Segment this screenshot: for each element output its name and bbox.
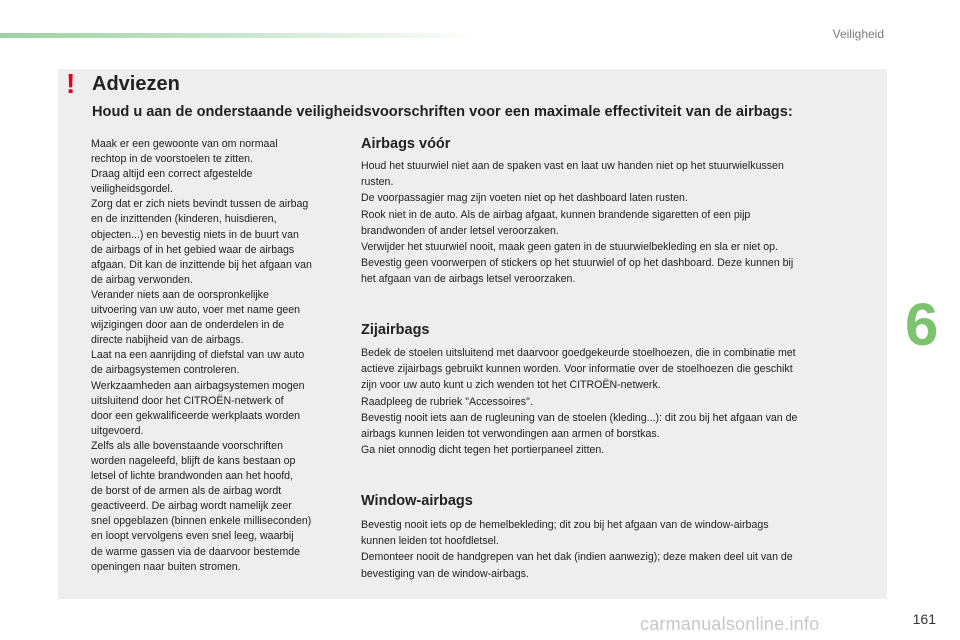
text-line: letsel of lichte brandwonden aan het hoofd, — [91, 470, 294, 483]
text-line: door een gekwalificeerde werkplaats worden — [91, 409, 301, 422]
section-heading: Airbags vóór — [361, 136, 451, 152]
text-line: Bedek de stoelen uitsluitend met daarvoor goedgekeurde stoelhoezen, die in combinatie met — [361, 347, 796, 359]
text-line: wijzigingen door aan de onderdelen in de — [91, 319, 285, 332]
warning-exclamation-icon: ! — [66, 68, 76, 99]
text-line: Houd het stuurwiel niet aan de spaken vast en laat uw handen niet op het stuurwielkussen — [361, 160, 784, 172]
text-line: het afgaan van de airbags letsel veroorzaken. — [361, 273, 576, 286]
text-line: Laat na een aanrijding of diefstal van uw auto — [91, 349, 305, 362]
text-line: Bevestig nooit iets aan de rugleuning van de stoelen (kleding...): dit zou bij het afgaan van de — [361, 411, 798, 424]
top-accent-bar — [0, 33, 480, 38]
text-line: rechtop in de voorstoelen te zitten. — [91, 153, 253, 166]
text-line: Bevestig nooit iets op de hemelbekleding; dit zou bij het afgaan van de window-airbags — [361, 519, 769, 531]
text-line: Draag altijd een correct afgestelde — [91, 168, 253, 181]
page-number: 161 — [912, 611, 936, 627]
text-line: afgaan. Dit kan de inzittende bij het afgaan van — [91, 258, 312, 271]
text-line: Ga niet onnodig dicht tegen het portierpaneel zitten. — [361, 444, 605, 457]
text-line: airbags kunnen leiden tot verwondingen aan armen of borstkas. — [361, 428, 660, 441]
text-line: veiligheidsgordel. — [91, 183, 173, 196]
section-front-airbags — [361, 136, 881, 288]
text-line: uitvoering van uw auto, voer met name geen — [91, 304, 301, 317]
text-line: worden nageleefd, blijft de kans bestaan op — [91, 454, 296, 467]
section-body — [361, 517, 881, 582]
section-body — [361, 345, 881, 458]
text-line: bevestiging van de window-airbags. — [361, 567, 529, 580]
text-line: objecten...) en bevestig niets in de buurt van — [91, 228, 299, 241]
section-body — [361, 158, 881, 288]
text-line: Bevestig geen voorwerpen of stickers op het stuurwiel of op het dashboard. Deze kunnen bij — [361, 257, 794, 270]
text-line: uitgevoerd. — [91, 424, 144, 437]
text-line: Maak er een gewoonte van om normaal — [91, 138, 278, 150]
text-line: actieve zijairbags gebruikt kunnen worden. Voor informatie over de stoelhoezen die geschikt — [361, 363, 793, 376]
text-line: Verwijder het stuurwiel nooit, maak geen gaten in de stuurwielbekleding en sla er niet op. — [361, 241, 778, 254]
text-line: Werkzaamheden aan airbagsystemen mogen — [91, 379, 305, 392]
text-line: De voorpassagier mag zijn voeten niet op het dashboard laten rusten. — [361, 192, 688, 205]
text-line: de borst of de armen als de airbag wordt — [91, 485, 282, 498]
section-heading: Window-airbags — [361, 493, 473, 509]
panel-title: Adviezen — [92, 73, 180, 95]
text-line: Zelfs als alle bovenstaande voorschriften — [91, 439, 283, 452]
text-line: de airbagsystemen controleren. — [91, 364, 240, 377]
text-line: Demonteer nooit de handgrepen van het dak (indien aanwezig); deze maken deel uit van de — [361, 551, 793, 564]
text-line: en loopt vervolgens even snel leeg, waarbij — [91, 530, 294, 543]
text-line: de airbags of in het gebied waar de airbags — [91, 243, 295, 256]
text-line: snel opgeblazen (binnen enkele milliseconden) — [91, 515, 312, 528]
text-line: en de inzittenden (kinderen, huisdieren, — [91, 213, 277, 226]
left-column-text — [91, 137, 347, 575]
text-line: openingen naar buiten stromen. — [91, 560, 241, 573]
text-line: geactiveerd. De airbag wordt namelijk zeer — [91, 500, 292, 513]
section-label: Veiligheid — [832, 27, 884, 41]
text-line: Raadpleeg de rubriek "Accessoires". — [361, 395, 533, 408]
text-line: uitsluitend door het CITROËN-netwerk of — [91, 394, 284, 407]
text-line: de airbag verwonden. — [91, 273, 193, 286]
panel-subtitle: Houd u aan de onderstaande veiligheidsvoorschriften voor een maximale effectiviteit van de airbags: — [92, 104, 793, 120]
text-line: Rook niet in de auto. Als de airbag afgaat, kunnen brandende sigaretten of een pijp — [361, 208, 751, 221]
text-line: Verander niets aan de oorspronkelijke — [91, 288, 269, 301]
text-line: rusten. — [361, 176, 394, 189]
text-line: brandwonden of ander letsel veroorzaken. — [361, 224, 559, 237]
section-side-airbags — [361, 322, 881, 458]
text-line: zijn voor uw auto kunt u zich wenden tot het CITROËN-netwerk. — [361, 379, 661, 392]
watermark: carmanualsonline.info — [640, 614, 820, 634]
text-line: directe nabijheid van de airbags. — [91, 334, 244, 347]
text-line: Zorg dat er zich niets bevindt tussen de airbag — [91, 198, 309, 211]
text-line: kunnen leiden tot hoofdletsel. — [361, 535, 499, 548]
text-line: de warme gassen via de daarvoor bestemde — [91, 545, 301, 558]
section-window-airbags — [361, 493, 881, 582]
chapter-number: 6 — [905, 291, 939, 358]
section-heading: Zijairbags — [361, 322, 430, 338]
